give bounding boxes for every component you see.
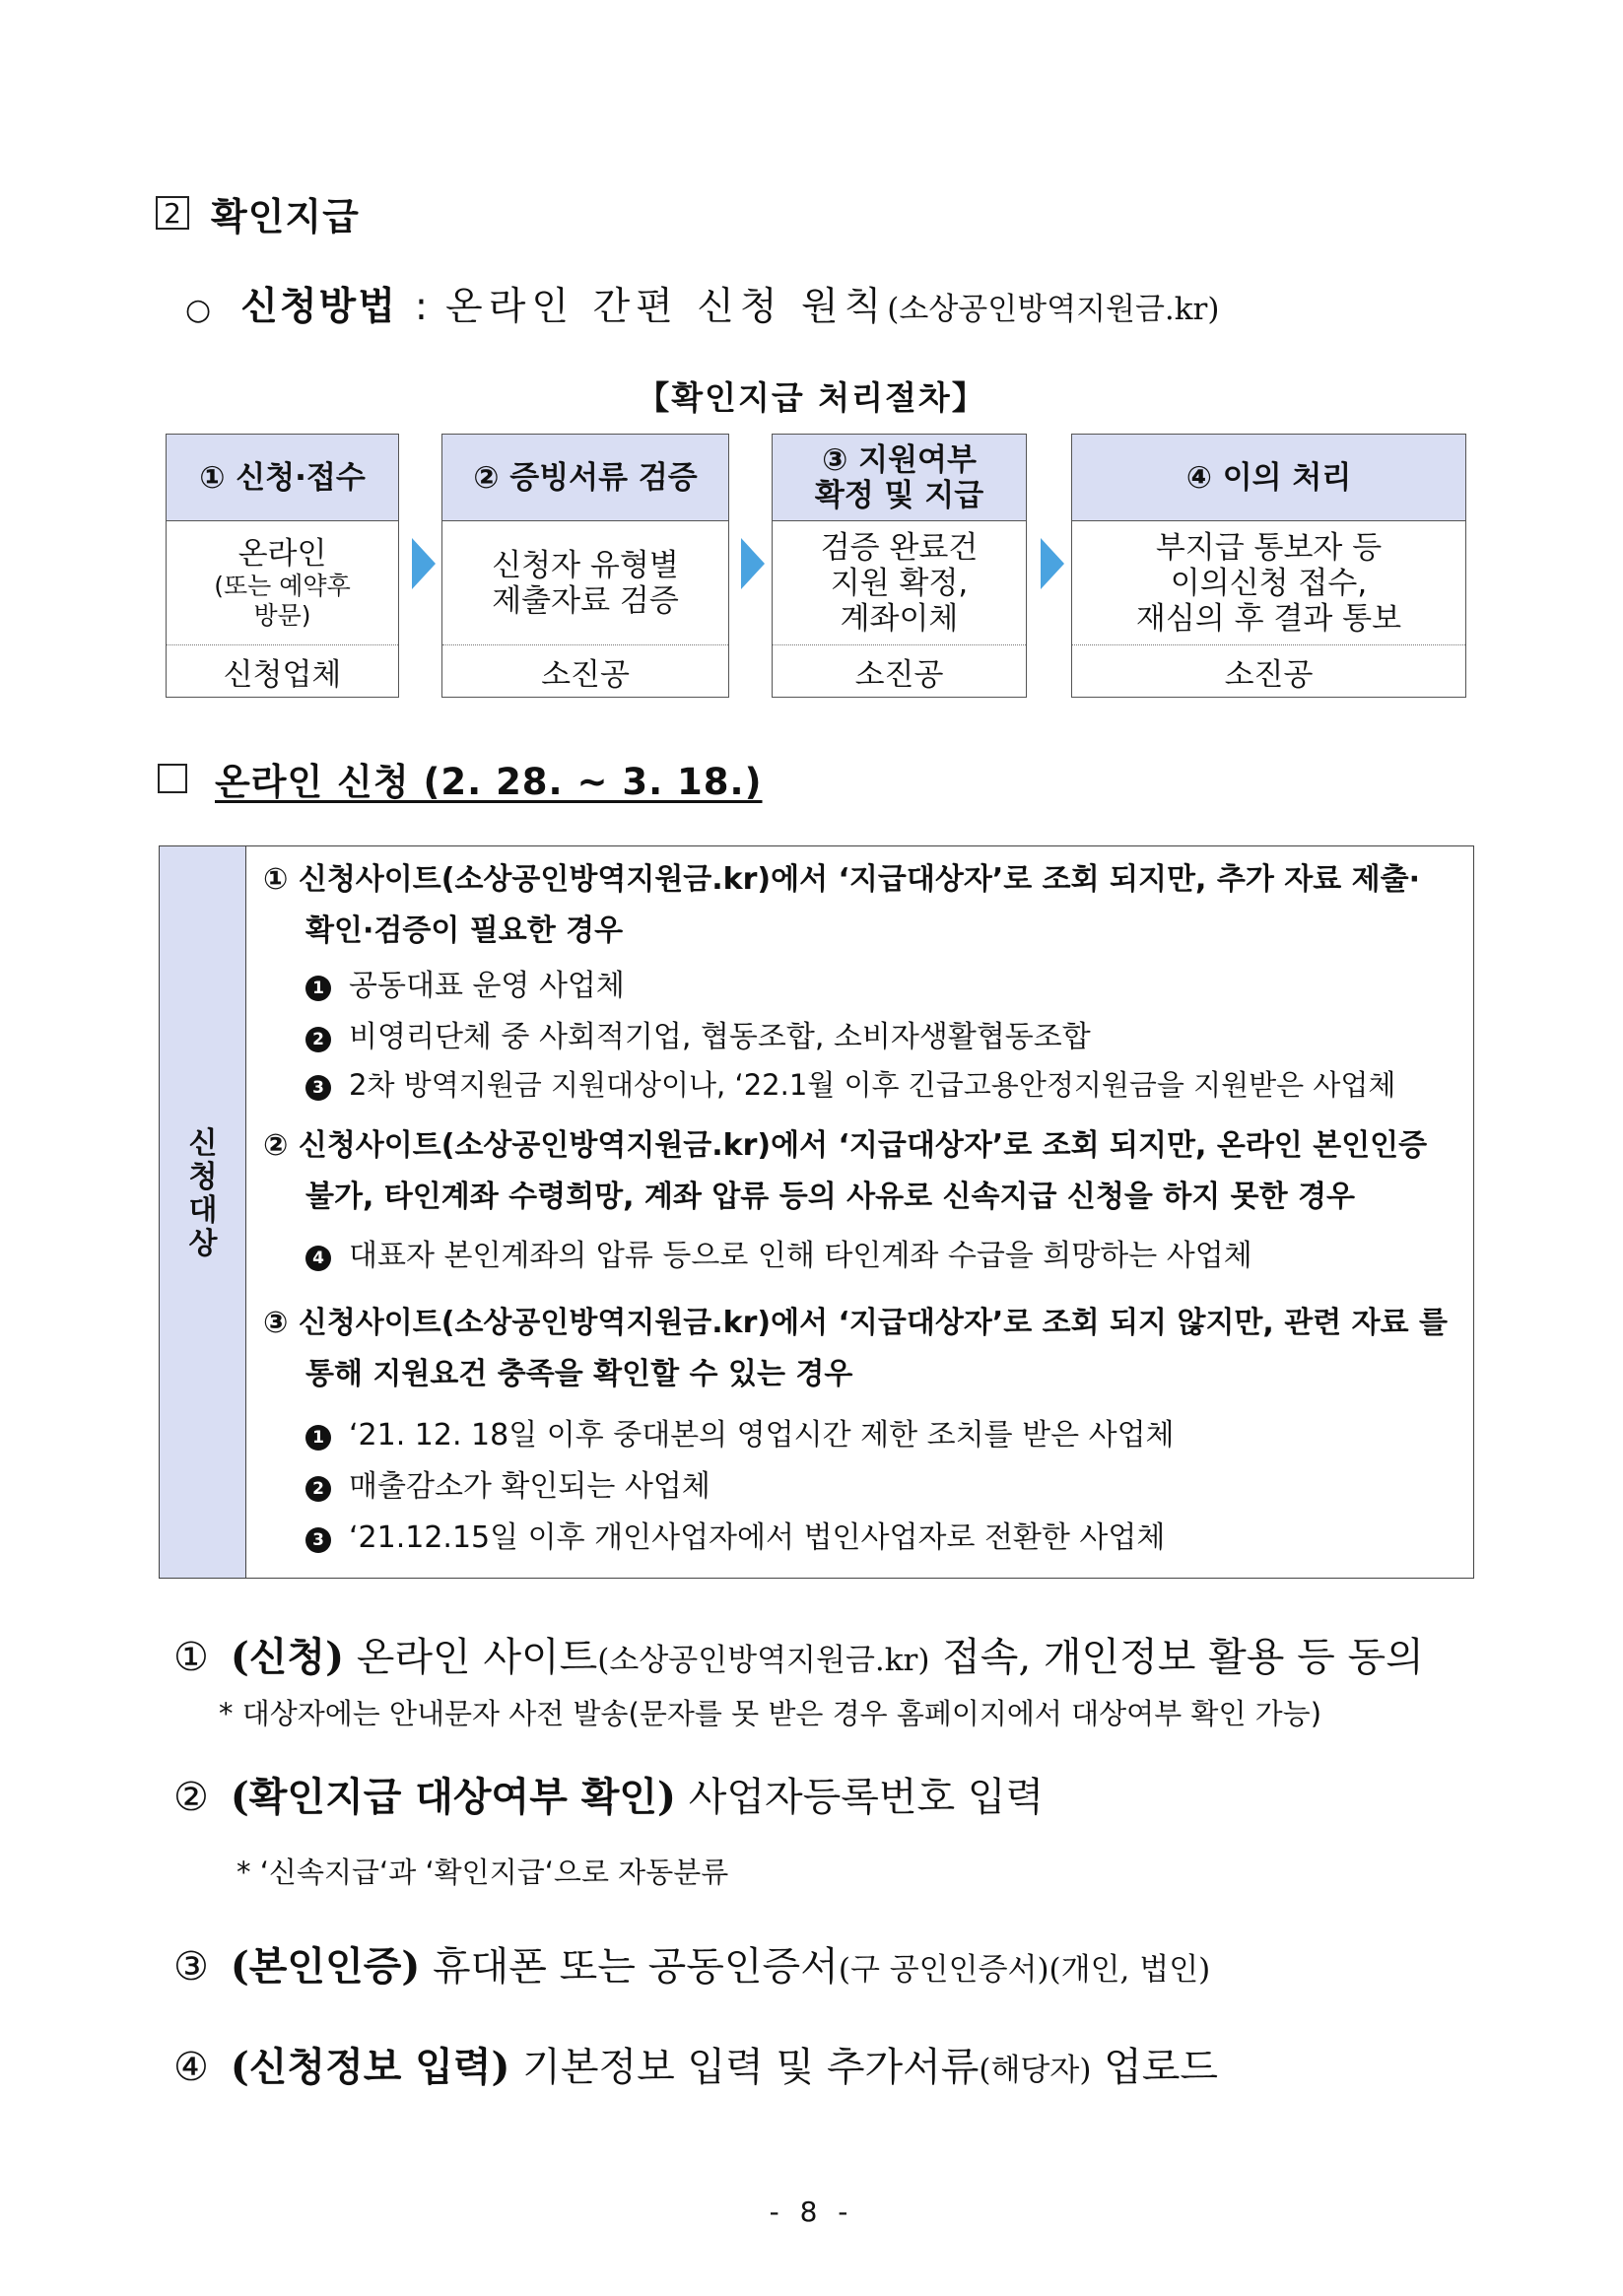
procedure-step-2 [173,1766,1044,1822]
eligibility-side-label [160,1127,246,1261]
step-number: ④ [173,2045,209,2090]
eligibility-item-line: 통해 지원요건 충족을 확인할 수 있는 경우 [305,1357,853,1391]
method-paren: (소상공인방역지원금.kr) [887,292,1220,327]
flow-step-head: ① 신청·접수 [167,435,398,521]
procedure-step-2-note: * ‘신속지급‘과 ‘확인지급‘으로 자동분류 [237,1856,729,1889]
eligibility-sub-item [305,1012,1091,1055]
bullet: ○ [185,293,212,327]
flow-step-body-line: 계좌이체 [840,600,959,637]
eligibility-item-line: 확인·검증이 필요한 경우 [305,913,624,948]
step-paren: (소상공인방역지원금.kr) [597,1643,930,1678]
side-label-char: 청 [188,1160,218,1194]
number-badge-icon: 4 [305,1246,331,1271]
eligibility-item-line: ③ 신청사이트(소상공인방역지원금.kr)에서 ‘지급대상자’로 조회 되지 않지만, 관련 자료 를 [263,1306,1449,1340]
number-badge-icon: 3 [305,1075,331,1101]
section-number: 2 [156,196,189,230]
flow-step-body [773,521,1026,644]
eligibility-item-line: 불가, 타인계좌 수령희망, 계좌 압류 등의 사유로 신속지급 신청을 하지 못한 경우 [305,1180,1356,1214]
flow-step-body-line: 재심의 후 결과 통보 [1135,600,1402,637]
method-colon: : [414,285,429,329]
step-heading: (신청) [230,1634,344,1680]
step-text-rest: 접속, 개인정보 활용 등 동의 [942,1635,1424,1680]
number-badge-icon: 1 [305,1425,331,1451]
flow-step-body [1072,521,1465,644]
eligibility-sub-item [305,1513,1165,1556]
flow-title: 【확인지급 처리절차】 [637,378,986,417]
eligibility-sub-item [305,1410,1175,1453]
flow-step-foot: 소진공 [773,644,1026,697]
eligibility-sub-item [305,1231,1252,1274]
flow-step-body-line: 지원 확정, [830,565,969,601]
step-text: 기본정보 입력 및 추가서류 [522,2045,980,2090]
flow-step-body [442,521,728,644]
flow-step-body-line: 이의신청 접수, [1170,565,1368,601]
step-paren: (구 공인인증서)(개인, 법인) [838,1952,1211,1988]
flow-step-1 [166,434,399,698]
flow-step-4 [1071,434,1466,698]
sub-item-text: ‘21.12.15일 이후 개인사업자에서 법인사업자로 전환한 사업체 [349,1520,1166,1555]
sub-item-text: ‘21. 12. 18일 이후 중대본의 영업시간 제한 조치를 받은 사업체 [349,1418,1175,1452]
section-header [156,187,360,238]
flow-step-body-line: (또는 예약후 [214,571,351,600]
step-text-rest: 업로드 [1104,2045,1219,2090]
eligibility-sub-item [305,1461,710,1505]
eligibility-side-cell [160,846,246,1578]
eligibility-item-line: ① 신청사이트(소상공인방역지원금.kr)에서 ‘지급대상자’로 조회 되지만, 추가 자료 제출· [263,862,1420,897]
sub-item-text: 매출감소가 확인되는 사업체 [349,1469,710,1504]
page-number: - 8 - [769,2195,854,2228]
step-heading: (본인인증) [230,1943,421,1990]
flow-step-2 [441,434,729,698]
flow-step-head: ② 증빙서류 검증 [442,435,728,521]
flow-arrow-icon [1041,538,1064,589]
number-badge-icon: 2 [305,1027,331,1052]
flow-step-head-line: ③ 지원여부 [822,441,977,478]
sub-item-text: 2차 방역지원금 지원대상이나, ‘22.1월 이후 긴급고용안정지원금을 지원받은 사업체 [349,1068,1396,1102]
flow-step-body-line: 부지급 통보자 등 [1155,529,1383,566]
step-heading: (신청정보 입력) [230,2044,510,2090]
side-label-char: 상 [188,1227,218,1261]
procedure-step-1 [173,1626,1424,1682]
sub-item-text: 공동대표 운영 사업체 [349,969,625,1003]
flow-arrow-icon [741,538,765,589]
method-text: 온라인 간편 신청 원칙 [445,285,888,329]
flow-step-foot: 소진공 [1072,644,1465,697]
step-text: 사업자등록번호 입력 [688,1775,1045,1820]
sub-item-text: 대표자 본인계좌의 압류 등으로 인해 타인계좌 수급을 희망하는 사업체 [349,1239,1252,1273]
online-application-title: 온라인 신청 (2. 28. ~ 3. 18.) [215,761,763,803]
flow-step-3 [772,434,1027,698]
step-text: 휴대폰 또는 공동인증서 [433,1944,839,1990]
side-label-char: 신 [188,1126,218,1161]
online-application-header [158,752,763,805]
flow-step-foot: 소진공 [442,644,728,697]
square-bullet-icon [158,764,187,793]
eligibility-item-line: ② 신청사이트(소상공인방역지원금.kr)에서 ‘지급대상자’로 조회 되지만, 온라인 본인인증 [263,1128,1428,1163]
flow-step-head [773,435,1026,521]
side-label-char: 대 [188,1193,218,1228]
number-badge-icon: 1 [305,976,331,1001]
flow-step-head: ④ 이의 처리 [1072,435,1465,521]
method-label: 신청방법 [240,284,397,329]
procedure-step-4 [173,2036,1218,2092]
number-badge-icon: 2 [305,1476,331,1502]
step-number: ③ [173,1944,209,1990]
flow-step-body-line: 제출자료 검증 [492,582,679,619]
step-heading: (확인지급 대상여부 확인) [230,1774,676,1820]
eligibility-sub-item [305,1063,1395,1104]
flow-step-body-line: 방문) [253,600,311,630]
step-text: 온라인 사이트 [356,1635,598,1680]
step-paren: (해당자) [979,2053,1092,2088]
procedure-step-1-note: * 대상자에는 안내문자 사전 발송(문자를 못 받은 경우 홈페이지에서 대상여부 확인 가능) [219,1697,1322,1730]
step-number: ② [173,1775,209,1820]
step-number: ① [173,1635,209,1680]
sub-item-text: 비영리단체 중 사회적기업, 협동조합, 소비자생활협동조합 [349,1020,1091,1054]
procedure-step-3 [173,1935,1210,1992]
eligibility-sub-item [305,961,625,1004]
flow-step-body-line: 온라인 [237,535,327,572]
flow-step-foot: 신청업체 [167,644,398,697]
application-method [185,276,1219,331]
section-title: 확인지급 [211,194,360,238]
eligibility-table [159,845,1474,1579]
number-badge-icon: 3 [305,1527,331,1553]
flow-arrow-icon [412,538,436,589]
flow-step-body [167,521,398,644]
flow-step-head-line: 확정 및 지급 [814,477,984,513]
flow-step-body-line: 검증 완료건 [820,529,979,566]
flow-step-body-line: 신청자 유형별 [492,547,679,583]
